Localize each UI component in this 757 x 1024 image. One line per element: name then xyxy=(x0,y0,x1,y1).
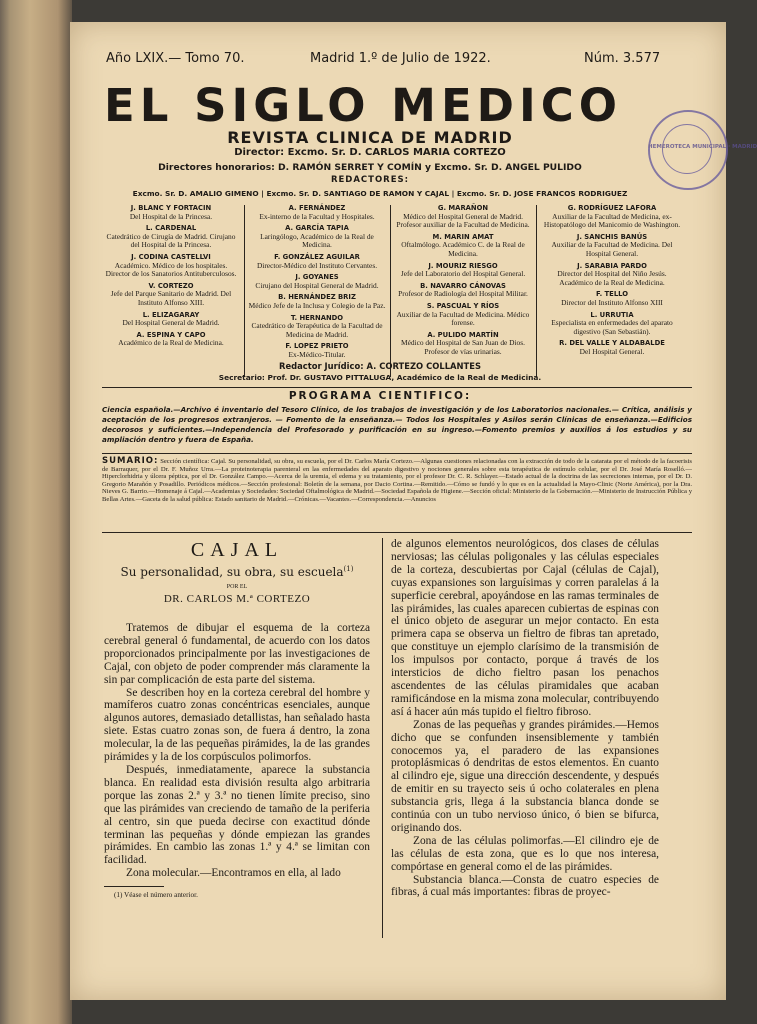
masthead-title: EL SIGLO MEDICO xyxy=(104,79,623,132)
editor-desc: Ex-Médico-Titular. xyxy=(288,349,346,359)
article-author: DR. CARLOS M.ª CORTEZO xyxy=(163,593,311,605)
editor-desc: Director del Hospital del Niño Jesús. Académico de la Real de Medicina. xyxy=(557,269,667,287)
secretary: Secretario: Prof. Dr. GUSTAVO PITTALUGA, Académico de la Real de Medicina. xyxy=(218,373,542,382)
editor-desc: Auxiliar de la Facultad de Medicina, ex-Histopatólogo del Manicomio de Washington. xyxy=(543,211,681,230)
article-body-left xyxy=(104,622,370,880)
editors-heading: REDACTORES: xyxy=(330,175,410,185)
editor-name: M. MARIN AMAT xyxy=(432,232,494,241)
editor-desc: Del Hospital General de Madrid. xyxy=(122,318,220,328)
article-body-right xyxy=(391,538,659,899)
editor-desc: Del Hospital General. xyxy=(579,346,645,356)
paragraph: Zona de las células polimorfas.—El cilindro eje de las células de esta zona, que es lo que nos interesa, compórtase en general como el de las pirámides. xyxy=(391,834,659,873)
editor-name: A. ESPINA Y CAPO xyxy=(136,330,206,339)
editor-desc: Auxiliar de la Facultad de Medicina. Médico forense. xyxy=(396,309,530,328)
programa-text: Ciencia española.—Archivo é inventario del Tesoro Clínico, de los trabajos de investigación y de los Laboratorios nacionales.— Crítica, análisis y aceptación de los progresos extranjeros. — Fomento de la enseñanza.— Todos los Hospitales y Asilos serán Clínicas de enseñanza.—Edificios decorosos y suficientes.—Independencia del Profesorado y purificación en su ingreso.—Fomento premios y auxilios á los estudios y su ampliación dentro y fuera de España. xyxy=(102,405,692,444)
article-subtitle: Su personalidad, su obra, su escuela xyxy=(120,565,344,579)
paragraph: Zona molecular.—Encontramos en ella, al lado xyxy=(126,867,341,880)
editor-name: A. GARCÍA TAPIA xyxy=(285,224,349,233)
issue-number: Núm. 3.577 xyxy=(584,51,661,66)
editor-desc: Académico. Médico de los hospitales. Director de los Sanatorios Antituberculosos. xyxy=(105,260,237,279)
editor-name: S. PASCUAL Y RÍOS xyxy=(426,301,500,310)
divider-rule xyxy=(102,453,692,454)
article-subtitle-line xyxy=(104,565,370,579)
editor-desc: Oftalmólogo. Académico C. de la Real de Medicina. xyxy=(401,240,525,258)
paragraph: Substancia blanca.—Consta de cuatro especies de fibras, á cual más importantes: fibras de proyec- xyxy=(391,873,659,899)
editor-desc: Del Hospital de la Princesa. xyxy=(129,211,213,221)
editors-column-4 xyxy=(540,201,684,357)
editor-desc: Médico Jefe de la Inclusa y Colegio de la Paz. xyxy=(248,300,386,310)
editor-name: F. LOPEZ PRIETO xyxy=(285,342,349,351)
paragraph: Se describen hoy en la corteza cerebral del hombre y mamíferos cuatro zonas concéntricas esenciales, aunque algunos autores, demasiado detallistas, han señalado hasta siete. Estas cuatro zonas son, de fuera á dentro, la zona molecular, la de las pequeñas pirámides, la de las grandes pirámides y la de los corpúsculos polimorfos. xyxy=(104,686,370,764)
editors-column-1 xyxy=(102,201,240,348)
editor-name: G. RODRÍGUEZ LAFORA xyxy=(567,204,657,212)
legal-editor: Redactor Jurídico: A. CORTEZO COLLANTES xyxy=(279,361,481,371)
editor-desc: Académico de la Real de Medicina. xyxy=(118,338,224,348)
footnote-mark: (1) xyxy=(343,565,354,573)
editor-desc: Director-Médico del Instituto Cervantes. xyxy=(256,260,378,270)
column-divider xyxy=(382,538,383,938)
editor-name: L. ELIZAGARAY xyxy=(142,310,200,319)
editor-name: L. URRUTIA xyxy=(590,310,634,319)
honorary-directors: Directores honorarios: D. RAMÓN SERRET Y COMÍN y Excmo. Sr. D. ANGEL PULIDO xyxy=(158,162,582,173)
masthead-subtitle: REVISTA CLINICA DE MADRID xyxy=(227,128,513,147)
editor-desc: Cirujano del Hospital General de Madrid. xyxy=(255,280,379,290)
senior-editors: Excmo. Sr. D. AMALIO GIMENO | Excmo. Sr. D. SANTIAGO DE RAMON Y CAJAL | Excmo. Sr. D. JOSE FRANCOS RODRIGUEZ xyxy=(132,189,628,198)
column-divider xyxy=(536,205,537,377)
editors-column-2 xyxy=(248,201,386,360)
editor-desc: Ex-interno de la Facultad y Hospitales. xyxy=(259,211,375,221)
editor-name: J. SANCHIS BANÚS xyxy=(576,232,648,241)
editor-name: L. CARDENAL xyxy=(145,224,197,233)
editor-desc: Catedrático de Terapéutica de la Facultad de Medicina de Madrid. xyxy=(251,321,383,339)
editor-name: G. MARAÑON xyxy=(437,204,489,212)
editor-desc: Especialista en enfermedades del aparato digestivo (San Sebastián). xyxy=(551,318,673,336)
editor-name: J. SARABIA PARDO xyxy=(577,261,647,270)
editor-name: A. PULIDO MARTÍN xyxy=(427,330,499,339)
library-stamp xyxy=(648,110,757,190)
place-date: Madrid 1.º de Julio de 1922. xyxy=(310,51,491,66)
editor-desc: Director del Instituto Alfonso XIII xyxy=(561,297,663,307)
newspaper-page xyxy=(70,22,757,1000)
editor-desc: Jefe del Parque Sanitario de Madrid. Del Instituto Alfonso XIII. xyxy=(110,289,232,307)
article-left-column xyxy=(104,537,370,957)
year-tome: Año LXIX.— Tomo 70. xyxy=(106,51,245,66)
editor-desc: Laringólogo, Académico de la Real de Medicina. xyxy=(260,231,374,250)
editor-name: J. BLANC Y FORTACIN xyxy=(130,204,212,212)
sumario-block xyxy=(102,458,692,504)
paragraph: de algunos elementos neurológicos, dos clases de células nerviosas; las células poligonales y las células especiales de la corteza, descubiertas por Cajal (células de Cajal), cuyas expansiones son larguísimas y corren paralelas á la superficie cerebral, apoyándose en las ramas terminales de las pirámides, las cuales aparecen cubiertas de espinas con el único objeto de asegurar un mejor contacto. En esta primera capa se observa un fieltro de fibras tan apretado, que constituye un ejemplo clarísimo de la transmisión de los impulsos por contacto, porque á través de los intersticios de dicho fieltro pasan los penachos ascendentes de las células piramidales que acaban ramificándose en la misma zona molecular, contribuyendo así á hacer aún más tupido el fieltro fibroso. xyxy=(391,538,659,718)
editor-name: J. CODINA CASTELLVI xyxy=(131,252,211,261)
editor-name: B. HERNÁNDEZ BRIZ xyxy=(278,293,356,302)
programa-heading: PROGRAMA CIENTIFICO: xyxy=(288,390,472,402)
editor-desc: Auxiliar de la Facultad de Medicina. Del Hospital General. xyxy=(551,240,673,258)
editor-name: A. FERNÁNDEZ xyxy=(288,204,346,212)
editor-name: V. CORTEZO xyxy=(148,281,194,290)
sumario-label: SUMARIO: xyxy=(102,456,159,466)
editor-name: F. TELLO xyxy=(595,290,629,299)
editor-name: J. GOYANES xyxy=(295,273,339,282)
footnote: (1) Véase el número anterior. xyxy=(114,891,198,900)
byline-prefix: POR EL xyxy=(226,584,248,590)
editor-desc: Jefe del Laboratorio del Hospital General. xyxy=(400,269,526,279)
director-line: Director: Excmo. Sr. D. CARLOS MARIA CORTEZO xyxy=(234,147,506,158)
divider-rule xyxy=(102,532,692,533)
paragraph: Zonas de las pequeñas y grandes pirámides.—Hemos dicho que se confunden insensiblemente y también conocemos ya, el paradero de las expansiones protoplásmicas ó dendritas de estos elementos. En cuanto al cilindro eje, sigue una dirección descendente, y después de emitir en su trayecto seis ú ocho colaterales en plena substancia gris, llega á la substancia blanca donde se continúa con un tubo nervioso único, ó bien se bifurca, originando dos. xyxy=(391,718,659,834)
sumario-text: Sección científica: Cajal. Su personalidad, su obra, su escuela, por el Dr. Carlos María Cortezo.—Algunas cuestiones relacionadas con la extracción de todo de la catarata por el método de la facoerisis de Barraquer, por el Dr. F. Muñoz Urra.—La proteinoterapia parenteral en las enfermedades del aparato digestivo y nociones generales sobre esta terapéutica de estímulo celular, por el Dr. José María Roselló.—Hiperclorhidria y úlcera péptica, por el Dr. González Campo.—Acerca de la uremia, el edema y su tratamiento, por el profesor Dr. C. R. Schlayer.—Estado actual de la doctrina de las secreciones internas, por el Dr. D. Gregorio Marañón y Posadillo. Periódicos médicos.—Sección profesional: Boletín de la semana, por Dacio Cortina.—Remitido.—Cómo se fundó y lo que es en la actualidad la Mayo-Clinic (Norte América), por la Dra. Nieves G. Barrio.—Homenaje á Cajal.—Academias y Sociedades: Sociedad Oftalmológica de Madrid.—Sociedad Española de Higiene.—Sección oficial: Ministerio de la Gobernación.—Ministerio de Instrucción Pública y Bellas Artes.—Gaceta de la salud pública: Estado sanitario de Madrid.—Crónicas.—Vacantes.—Correspondencia.—Anuncios xyxy=(102,458,692,503)
editor-desc: Médico del Hospital de San Juan de Dios. Profesor de vías urinarias. xyxy=(401,338,525,356)
paragraph: Después, inmediatamente, aparece la substancia blanca. En realidad esta división resulta algo arbitraria porque las zonas 2.ª y 3.ª no tienen límite preciso, sino que las pirámides van creciendo de tamaño de la periferia al centro, sin que pueda decirse con exactitud dónde terminan las pequeñas y dónde empiezan las grandes pirámides. En cambio las zonas 1.ª y 4.ª se limitan con facilidad. xyxy=(104,763,370,867)
editor-desc: Catedrático de Cirugía de Madrid. Cirujano del Hospital de la Princesa. xyxy=(106,231,236,250)
column-divider xyxy=(390,205,391,377)
footnote-rule xyxy=(104,886,164,887)
paragraph: Tratemos de dibujar el esquema de la corteza cerebral general ó fundamental, de acuerdo con los datos proporcionados principalmente por las investigaciones de Cajal, con objeto de poder comprender más claramente la sin par complicación de esta parte del sistema. xyxy=(104,622,370,686)
editor-name: F. GONZÁLEZ AGUILAR xyxy=(274,252,360,261)
editors-block xyxy=(102,201,684,381)
stamp-text: HEMEROTECA MUNICIPAL · MADRID xyxy=(648,144,757,150)
column-divider xyxy=(244,205,245,377)
divider-rule xyxy=(102,387,692,388)
editor-name: J. MOURIZ RIESGO xyxy=(428,261,498,270)
editor-name: B. NAVARRO CÁNOVAS xyxy=(420,281,506,290)
editor-desc: Profesor de Radiología del Hospital Militar. xyxy=(398,289,528,299)
editor-name: R. DEL VALLE Y ALDABALDE xyxy=(559,339,665,348)
book-binding xyxy=(0,0,72,1024)
editor-desc: Médico del Hospital General de Madrid. Profesor auxiliar de la Facultad de Medicina. xyxy=(396,211,530,230)
editors-column-3 xyxy=(394,201,532,357)
article-title: CAJAL xyxy=(190,539,284,561)
editor-name: T. HERNANDO xyxy=(290,313,344,322)
